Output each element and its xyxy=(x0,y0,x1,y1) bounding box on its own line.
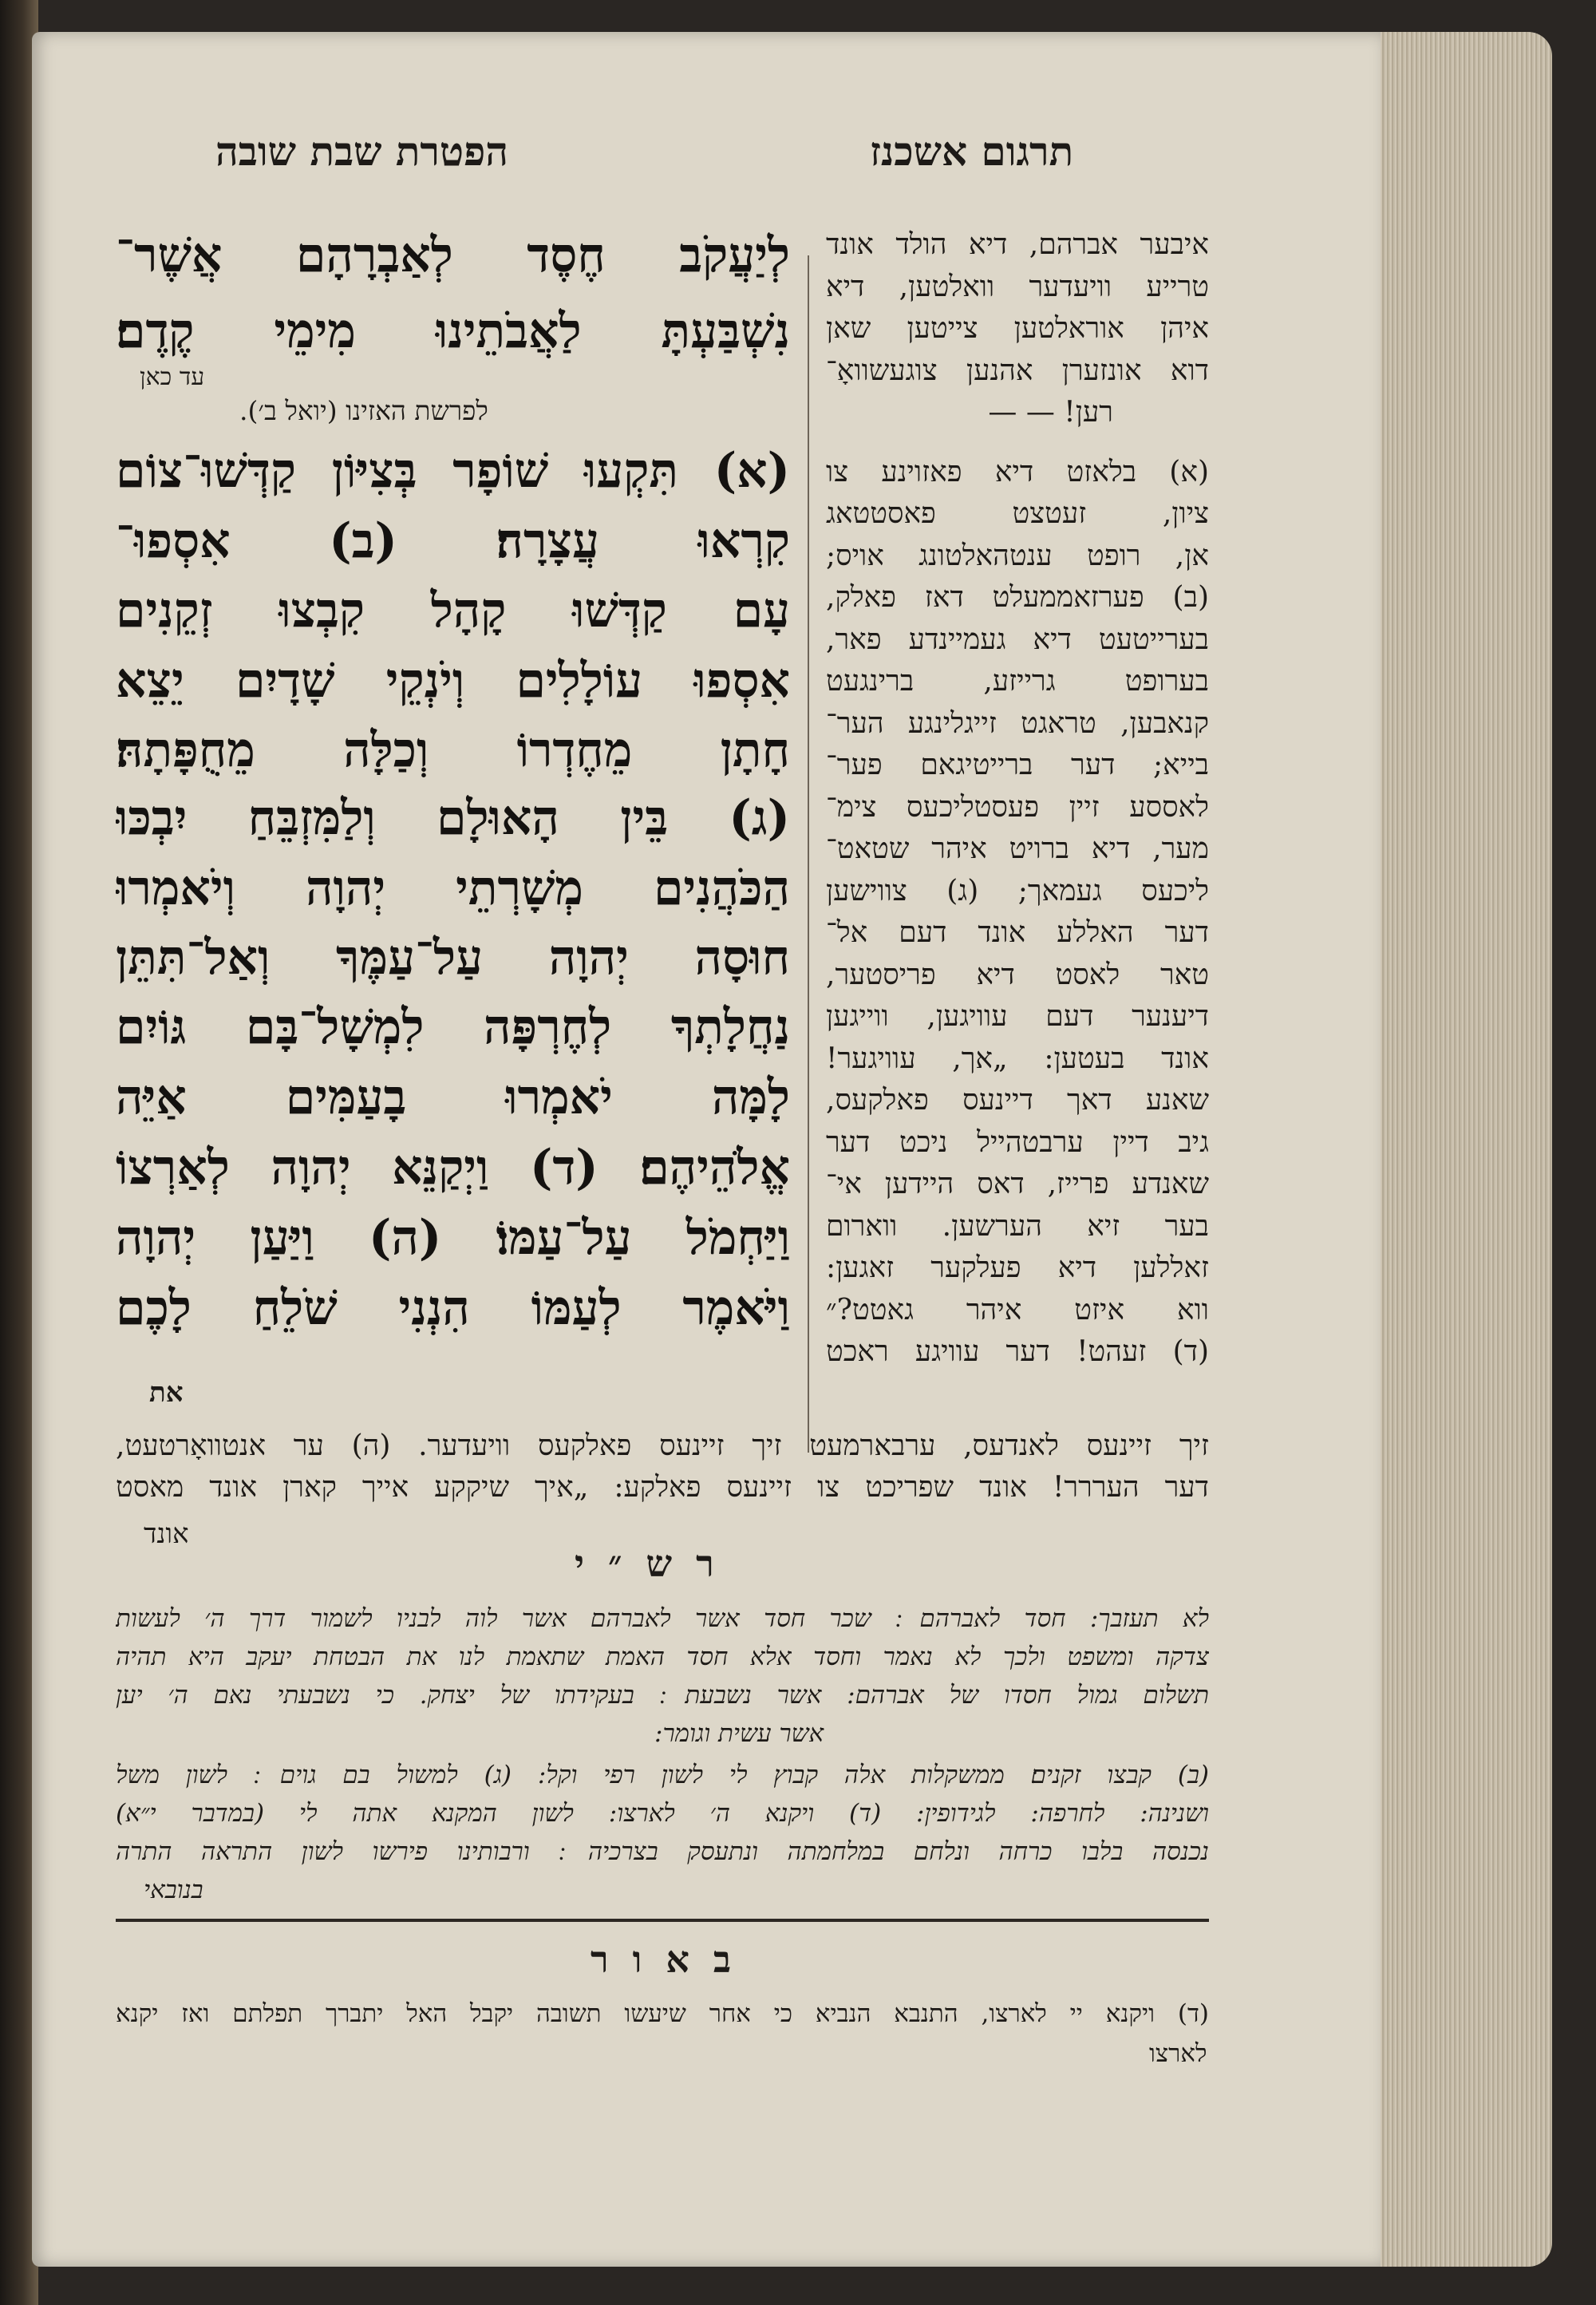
translation-line: בייא; דער ברייטיגאם פער־ xyxy=(826,749,1209,781)
main-text-line: (א) תִּקְעוּ שׁוֹפָר בְּצִיּוֹן קַדְּשׁוּ־צוֹם xyxy=(116,443,790,499)
main-text-line: עָם קַדְּשׁוּ קָהָל קִבְצוּ זְקֵנִים xyxy=(116,583,790,639)
main-text-line: נִשְׁבַּעְתָּ לַאֲבֹתֵינוּ מִימֵי קֶדֶם׃ xyxy=(116,303,790,359)
full-width-line: זיך זיינעס לאנדעס, ערבארמעט זיך זיינעס פאלקעס וויעדער. (ה) ער אנטוואָרטעט, xyxy=(116,1429,1209,1462)
translation-line: ציון, זעטצט פאסטטאג xyxy=(826,497,1209,530)
translation-line: איבער אברהם, דיא הולד אונד xyxy=(826,228,1209,261)
running-header-right: תרגום אשכנז xyxy=(870,128,1074,175)
rashi-title: רש״י xyxy=(575,1542,738,1585)
rashi-line: לא תעזבך: חסד לאברהם ׃ שכר חסד אשר לאברהם אשר לוה לבניו לשמור דרך ה׳ לעשות xyxy=(116,1604,1209,1633)
main-text-line: (ג) בֵּין הָאוּלָם וְלַמִּזְבֵּחַ יִבְכּוּ xyxy=(116,790,790,846)
translation-line: גיב דיין ערבטהייל ניכט דער xyxy=(826,1125,1209,1159)
translation-line: דוא אונזערן אהנען צוגעשוואָ־ xyxy=(826,354,1209,387)
translation-line: טאר לאסט דיא פריסטער, xyxy=(826,958,1209,991)
translation-line: בער זיא הערשען. ווארום xyxy=(826,1209,1209,1243)
translation-line: ליכעס געמאך; (ג) צווישען xyxy=(826,874,1209,907)
page-edges xyxy=(1361,32,1552,2267)
rashi-line: תשלום גמול חסדו של אברהם: אשר נשבעת ׃ בעקידתו של יצחק. כי נשבעתי נאם ה׳ יען xyxy=(116,1681,1209,1710)
rashi-line-tail: אשר עשית וגומר: xyxy=(654,1719,824,1748)
biur-title: באור xyxy=(591,1938,756,1981)
translation-line: זאללען דיא פעלקער זאגען: xyxy=(826,1251,1209,1284)
main-text-line: לְיַעֲקֹב חֶסֶד לְאַבְרָהָם אֲשֶׁר־ xyxy=(116,227,790,283)
translation-line: שאנע דאך דיינעס פאלקעס, xyxy=(826,1084,1209,1117)
translation-line: ווא איזט איהר גאטט?״ xyxy=(826,1293,1209,1326)
running-header-left: הפטרת שבת שובה xyxy=(215,128,509,175)
rashi-line: ושנינה: לחרפה: לגידופין: (ד) ויקנא ה׳ לארצו: לשון המקנא אתה לי (במדבר י״א) xyxy=(116,1799,1209,1828)
translation-line: מער, דיא ברויט איהר שטאט־ xyxy=(826,832,1209,865)
main-text-line: נַחֲלָתְךָ לְחֶרְפָּה לִמְשָׁל־בָּם גּוֹיִם xyxy=(116,999,790,1055)
translation-line: (ב) פערזאממעלט דאז פאלק, xyxy=(826,581,1209,614)
parasha-note: לפרשת האזינו (יואל ב׳). xyxy=(239,395,488,426)
main-text-line: אִסְפוּ עוֹלָלִים וְיֹנְקֵי שָׁדָיִם יֵצֵא xyxy=(116,653,790,709)
translation-line: דער האללע אונד דעם אל־ xyxy=(826,916,1209,949)
main-text-line: חוּסָה יְהוָה עַל־עַמֶּךָ וְאַל־תִּתֵּן xyxy=(116,930,790,986)
main-text-line: וַיֹּאמֶר לְעַמּוֹ הִנְנִי שֹׁלֵחַ לָכֶם xyxy=(116,1280,790,1336)
translation-line: בערייטעט דיא געמיינדע פאר, xyxy=(826,623,1209,656)
biur-line: (ד) ויקנא יי לארצו, התנבא הנביא כי אחר שיעשו תשובה יקבל האל יתברך תפלתם ואז יקנא xyxy=(116,1999,1209,2028)
main-text-line: וַיַּחְמֹל עַל־עַמּוֹ׃ (ה) וַיַּעַן יְהוָה xyxy=(116,1210,790,1266)
translation-line: קנאבען, טראגט זייגלינגע הער־ xyxy=(826,706,1209,740)
translation-line: לאססע זיין פעסטליכעס צימ־ xyxy=(826,790,1209,824)
full-width-line: דער העררר! אונד שפריכט צו זיינעס פאלקע: „איך שיקקע אייך קארן אונד מאסט xyxy=(116,1471,1209,1504)
rashi-line-tail: בנובאי xyxy=(144,1876,203,1904)
main-text-line: הַכֹּהֲנִים מְשָׁרְתֵי יְהוָה וְיֹאמְרוּ xyxy=(116,860,790,916)
translation-line: איהן אוראלטען צייטען שאן xyxy=(826,312,1209,345)
translation-line: בערופט גרייזע, ברינגעט xyxy=(826,665,1209,698)
main-text-line: קִרְאוּ עֲצָרָה׃ (ב) אִסְפוּ־ xyxy=(116,513,790,569)
section-divider xyxy=(116,1919,1209,1922)
translation-line: (ד) זעהט! דער עוויגע ראכט xyxy=(826,1335,1209,1368)
ad-kan-note: עד כאן xyxy=(140,363,205,391)
main-text-line: אֱלֹהֵיהֶם׃ (ד) וַיְקַנֵּא יְהוָה לְאַרְצוֹ xyxy=(116,1140,790,1196)
rashi-line: צדקה ומשפט ולכך לא נאמר וחסד אלא חסד האמת שתאמת לנו את הבטחת יעקב היא תהיה xyxy=(116,1643,1209,1671)
rashi-line: נכנסה בלבו כרחה ונלחם במלחמתה ונתעסק בצרכיה ׃ ורבותינו פירשו לשון התראה התרה xyxy=(116,1837,1209,1866)
translation-line: אונד בעטען: „אך, עוויגער! xyxy=(826,1042,1209,1075)
rashi-line: (ב) קבצו זקנים׃ ממשקלות אלה קבוץ לי לשון רפי וקל: (ג) למשול בם גוים ׃ לשון משל xyxy=(116,1761,1209,1789)
translation-line: (א) בלאזט דיא פאזוינע צו xyxy=(826,455,1209,488)
main-text-line: לָמָּה יֹאמְרוּ בָעַמִּים אַיֵּה xyxy=(116,1069,790,1125)
translation-line: רען! — — xyxy=(988,396,1113,429)
catchword-full: אונד xyxy=(144,1518,189,1550)
translation-line: אן, רופט ענטהאלטונג אויס; xyxy=(826,539,1209,572)
catchword-main: את xyxy=(149,1377,184,1409)
translation-line: דיענער דעם עוויגען, ווייגען xyxy=(826,1000,1209,1033)
translation-line: טרייע וויעדער וואלטען, דיא xyxy=(826,270,1209,303)
column-divider xyxy=(808,255,809,1453)
translation-line: שאנדע פרייז, דאס היידען אי־ xyxy=(826,1168,1209,1200)
main-text-line: חָתָן מֵחֶדְרוֹ וְכַלָּה מֵחֻפָּתָהּ׃ xyxy=(116,722,790,778)
biur-line-tail: לארצו xyxy=(1149,2039,1207,2068)
